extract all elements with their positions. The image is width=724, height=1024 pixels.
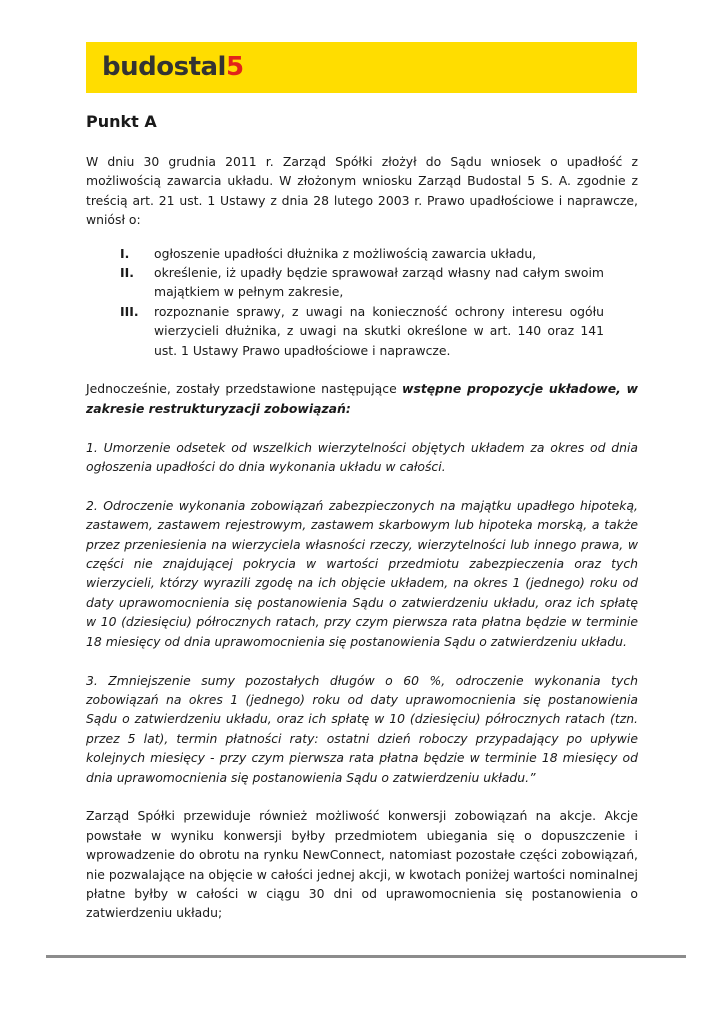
list-item-number: II. xyxy=(120,265,134,281)
requests-list xyxy=(86,244,638,360)
budostal5-logo xyxy=(102,51,244,83)
proposals-intro-paragraph xyxy=(86,379,638,418)
list-item-text: rozpoznanie sprawy, z uwagi na konieczność ochrony interesu ogółu wierzycieli dłużnika, z uwagi na skutki określone w art. 140 oraz 141 ust. 1 Ustawy Prawo upadłościowe i naprawcze. xyxy=(154,303,604,358)
list-item-text: ogłoszenie upadłości dłużnika z możliwością zawarcia układu, xyxy=(154,245,537,261)
proposal-paragraph-1: 1. Umorzenie odsetek od wszelkich wierzytelności objętych układem za okres od dnia ogłoszenia upadłości do dnia wykonania układu w całości. xyxy=(86,439,638,475)
proposals-intro-tail: : xyxy=(345,400,351,416)
conversion-paragraph: Zarząd Spółki przewiduje również możliwość konwersji zobowiązań na akcje. Akcje powstałe w wyniku konwersji byłby przedmiotem ubiegania się o dopuszczenie i wprowadzenie do obrotu na rynku NewConnect, natomiast pozostałe części zobowiązań, nie pozwalające na objęcie w całości jednej akcji, w kwotach poniżej wartości nominalnej płatne byłby w całości w ciągu 30 dni od uprawomocnienia się postanowienia o zatwierdzeniu układu; xyxy=(86,808,638,921)
proposal-paragraph-3: 3. Zmniejszenie sumy pozostałych długów o 60 %, odroczenie wykonania tych zobowiązań na okres 1 (jednego) roku od daty uprawomocnienia się postanowienia Sądu o zatwierdzeniu układu, oraz ich spłatę w 10 (dziesięciu) półrocznych ratach (tzn. przez 5 lat), termin płatności raty: ostatni dzień roboczy przypadający po upływie kolejnych miesięcy - przy czym pierwsza rata płatna będzie w terminie 18 miesięcy od dnia uprawomocnienia się postanowienia Sądu o zatwierdzeniu układu.” xyxy=(86,672,638,785)
section-heading: Punkt A xyxy=(86,112,157,131)
logo-text: budostal xyxy=(102,52,226,82)
document-body xyxy=(86,152,638,942)
proposal-paragraph-2: 2. Odroczenie wykonania zobowiązań zabezpieczonych na majątku upadłego hipoteką, zastawem, zastawem rejestrowym, zastawem skarbowym lub hipoteka morską, a także przez przeniesienia na wierzyciela własności rzeczy, wierzytelności lub innego prawa, w części nie znajdującej pokrycia w wartości przedmiotu zabezpieczenia oraz tych wierzycieli, którzy wyrazili zgodę na ich objęcie układem, na okres 1 (jednego) roku od daty uprawomocnienia się postanowienia Sądu o zatwierdzeniu układu, oraz ich spłatę w 10 (dziesięciu) półrocznych ratach, przy czym pierwsza rata płatna będzie w terminie 18 miesięcy od dnia uprawomocnienia się postanowienia Sądu o zatwierdzeniu układu. xyxy=(86,497,638,649)
list-item xyxy=(86,302,638,360)
footer-divider xyxy=(46,955,686,958)
header-banner xyxy=(86,42,637,93)
list-item-text: określenie, iż upadły będzie sprawował zarząd własny nad całym swoim majątkiem w pełnym zakresie, xyxy=(154,265,604,300)
intro-paragraph: W dniu 30 grudnia 2011 r. Zarząd Spółki złożył do Sądu wniosek o upadłość z możliwością zawarcia układu. W złożonym wniosku Zarząd Budostal 5 S. A. zgodnie z treścią art. 21 ust. 1 Ustawy z dnia 28 lutego 2003 r. Prawo upadłościowe i naprawcze, wniósł o: xyxy=(86,154,638,228)
list-item xyxy=(86,244,638,263)
logo-number: 5 xyxy=(225,52,244,82)
proposals-intro-emphasis: wstępne propozycje układowe, w zakresie restrukturyzacji zobowiązań xyxy=(86,381,638,416)
list-item-number: I. xyxy=(120,245,130,261)
list-item-number: III. xyxy=(120,303,139,319)
list-item xyxy=(86,263,638,302)
proposals-intro-lead: Jednocześnie, zostały przedstawione następujące xyxy=(86,381,403,397)
